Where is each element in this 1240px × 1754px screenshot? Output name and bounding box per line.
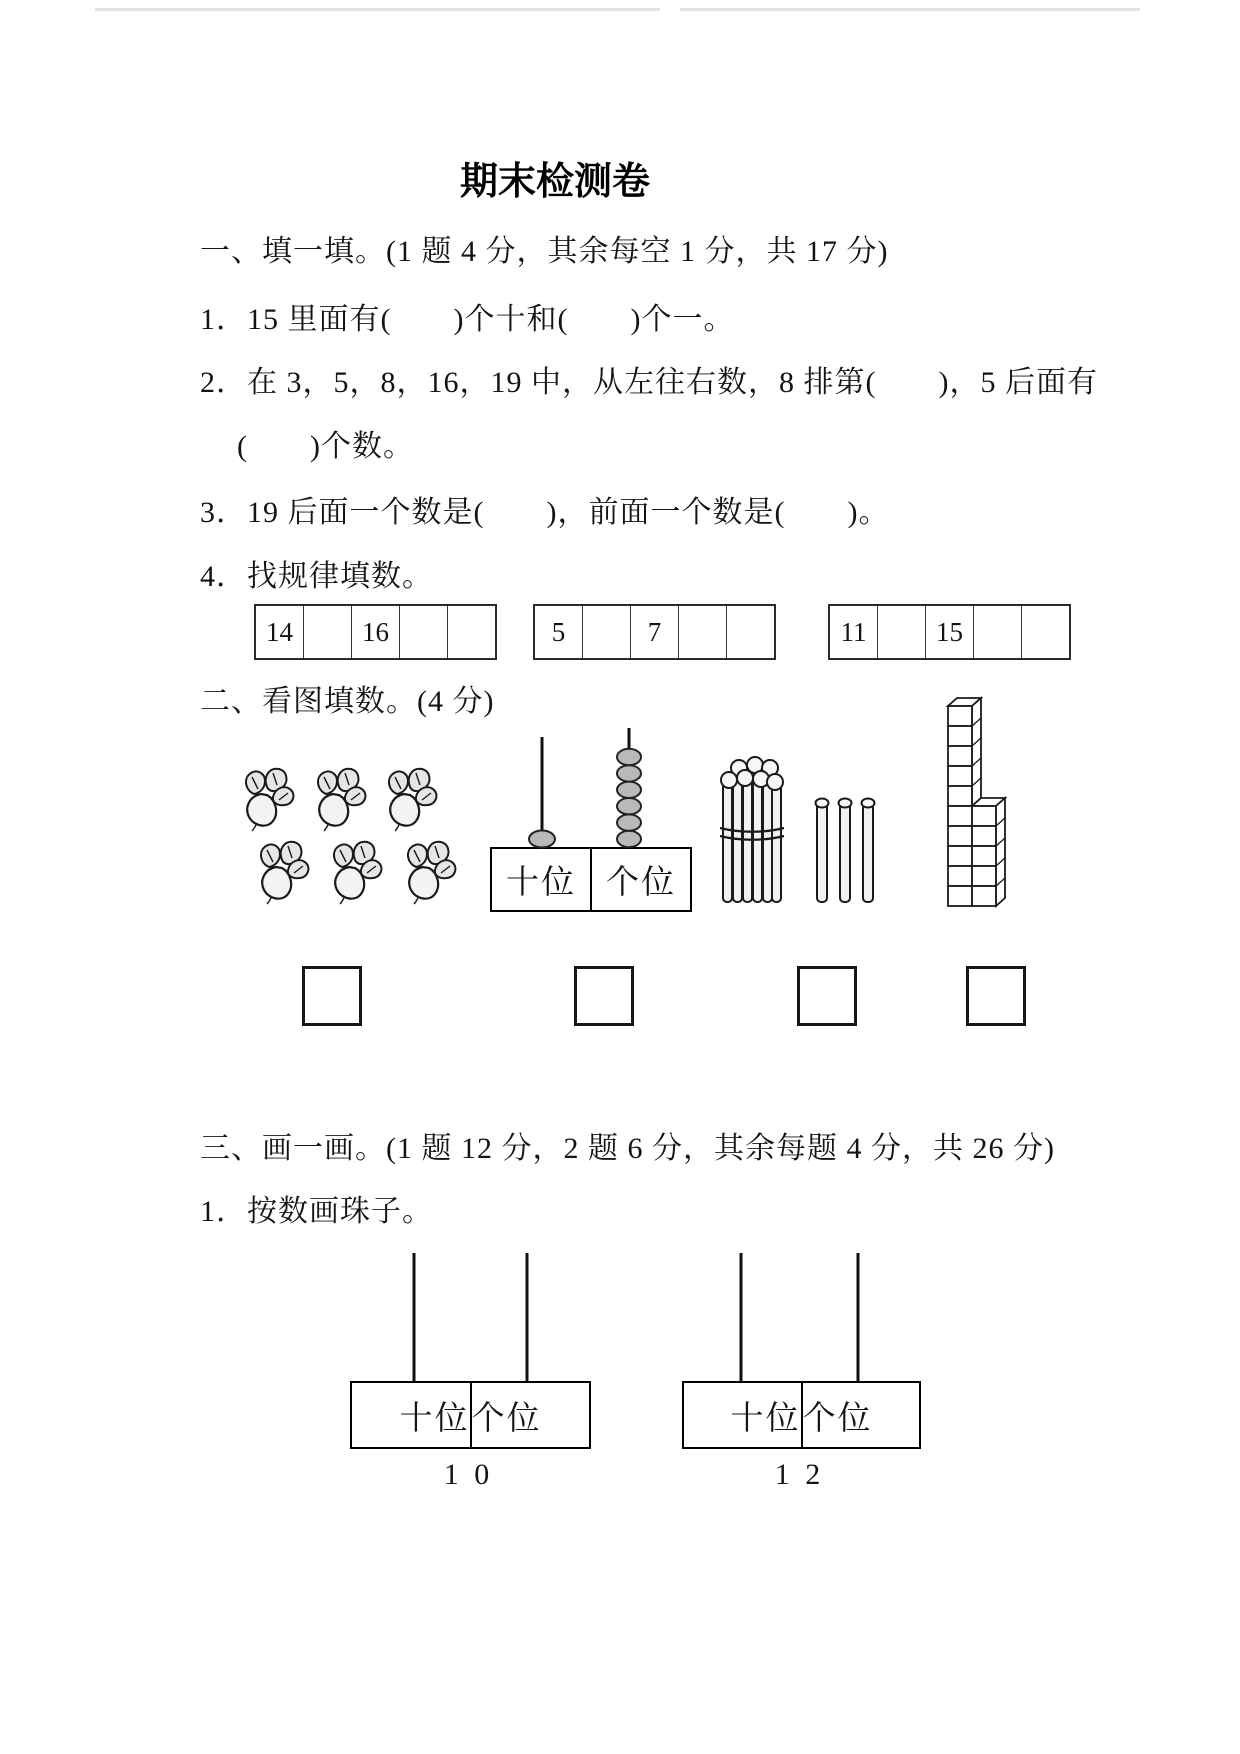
table-cell: 7 — [631, 606, 679, 658]
table-cell: 16 — [352, 606, 400, 658]
cube-side-line — [972, 718, 981, 726]
cube-unit — [972, 826, 996, 846]
table-cell-blank[interactable] — [583, 606, 631, 658]
cube-side-line — [996, 838, 1005, 846]
cube-unit — [948, 726, 972, 746]
scan-artifact — [680, 8, 1140, 11]
scan-artifact — [95, 8, 660, 11]
cube-unit — [948, 746, 972, 766]
loose-stick-icon — [817, 802, 827, 902]
ones-place-label: 个位 — [802, 1400, 873, 1437]
abacus-ones-bead — [617, 749, 641, 765]
ones-place-label: 个位 — [471, 1400, 542, 1437]
sequence-table-2 — [533, 604, 776, 660]
radish-icon — [389, 769, 436, 831]
table-cell-blank[interactable] — [974, 606, 1022, 658]
table-cell-blank[interactable] — [1022, 606, 1069, 658]
answer-box-radishes[interactable] — [302, 966, 362, 1026]
loose-stick-icon — [863, 802, 873, 902]
table-cell-blank[interactable] — [400, 606, 448, 658]
cube-unit — [972, 846, 996, 866]
cube-unit — [948, 826, 972, 846]
cube-unit — [972, 806, 996, 826]
radish-icon — [261, 842, 308, 904]
draw-beads-chart-1[interactable] — [350, 1381, 591, 1449]
abacus-place-value-box — [490, 847, 692, 912]
ones-place-label: 个位 — [606, 865, 676, 901]
radish-icon — [246, 769, 293, 831]
tens-place-label: 十位 — [684, 1383, 803, 1447]
question-1: 1．15 里面有( )个十和( )个一。 — [200, 303, 735, 336]
question-2-line2: ( )个数。 — [237, 430, 414, 463]
table-cell-blank[interactable] — [304, 606, 352, 658]
answer-box-abacus[interactable] — [574, 966, 634, 1026]
table-cell: 15 — [926, 606, 974, 658]
abacus-ones-bead — [617, 782, 641, 798]
chart-1-number: 1 0 — [443, 1458, 494, 1491]
table-cell: 5 — [535, 606, 583, 658]
abacus-ones-bead — [617, 798, 641, 814]
cube-unit — [948, 706, 972, 726]
cube-unit — [972, 886, 996, 906]
section2-header: 二、看图填数。(4 分) — [200, 685, 495, 718]
radish-icon — [408, 842, 455, 904]
cube-side-line — [972, 778, 981, 786]
cube-side-line — [996, 858, 1005, 866]
table-cell: 14 — [256, 606, 304, 658]
section3-question-1: 1．按数画珠子。 — [200, 1195, 433, 1228]
cube-unit — [948, 866, 972, 886]
question-4: 4．找规律填数。 — [200, 560, 433, 593]
draw-beads-rods — [414, 1253, 858, 1381]
loose-stick-end — [839, 799, 852, 808]
cube-side-line — [972, 738, 981, 746]
cube-unit — [948, 886, 972, 906]
abacus-tens-bead — [529, 831, 555, 848]
cube-side-line — [996, 878, 1005, 886]
table-cell-blank[interactable] — [448, 606, 495, 658]
cube-unit — [948, 786, 972, 806]
table-cell: 11 — [830, 606, 878, 658]
abacus-ones-bead — [617, 814, 641, 830]
abacus-ones-bead — [617, 831, 641, 847]
tens-place-label: 十位 — [352, 1383, 472, 1447]
cube-unit — [948, 806, 972, 826]
loose-stick-end — [816, 799, 829, 808]
cube-side-line — [996, 818, 1005, 826]
section1-header: 一、填一填。(1 题 4 分，其余每空 1 分，共 17 分) — [200, 235, 889, 268]
cube-side-line — [972, 758, 981, 766]
sequence-table-3 — [828, 604, 1071, 660]
stick-bundle-icon — [720, 757, 784, 902]
cube-unit — [972, 866, 996, 886]
page-title: 期末检测卷 — [459, 161, 650, 203]
table-cell-blank[interactable] — [727, 606, 774, 658]
sequence-table-1 — [254, 604, 497, 660]
table-cell-blank[interactable] — [878, 606, 926, 658]
radish-icon — [318, 769, 365, 831]
radish-icon — [334, 842, 381, 904]
section3-header: 三、画一画。(1 题 12 分，2 题 6 分，其余每题 4 分，共 26 分) — [200, 1132, 1055, 1165]
cube-unit — [948, 846, 972, 866]
chart-2-number: 1 2 — [774, 1458, 825, 1491]
tens-place-label: 十位 — [492, 849, 592, 910]
draw-beads-chart-2[interactable] — [682, 1381, 921, 1449]
question-2-line1: 2．在 3，5，8，16，19 中，从左往右数，8 排第( )，5 后面有 — [200, 366, 1098, 399]
cube-unit — [948, 766, 972, 786]
abacus-ones-bead — [617, 765, 641, 781]
loose-stick-icon — [840, 802, 850, 902]
answer-box-sticks[interactable] — [797, 966, 857, 1026]
answer-box-cubes[interactable] — [966, 966, 1026, 1026]
question-3: 3．19 后面一个数是( )，前面一个数是( )。 — [200, 496, 890, 529]
loose-stick-end — [862, 799, 875, 808]
cube-tower-icon — [948, 698, 1005, 906]
table-cell-blank[interactable] — [679, 606, 727, 658]
